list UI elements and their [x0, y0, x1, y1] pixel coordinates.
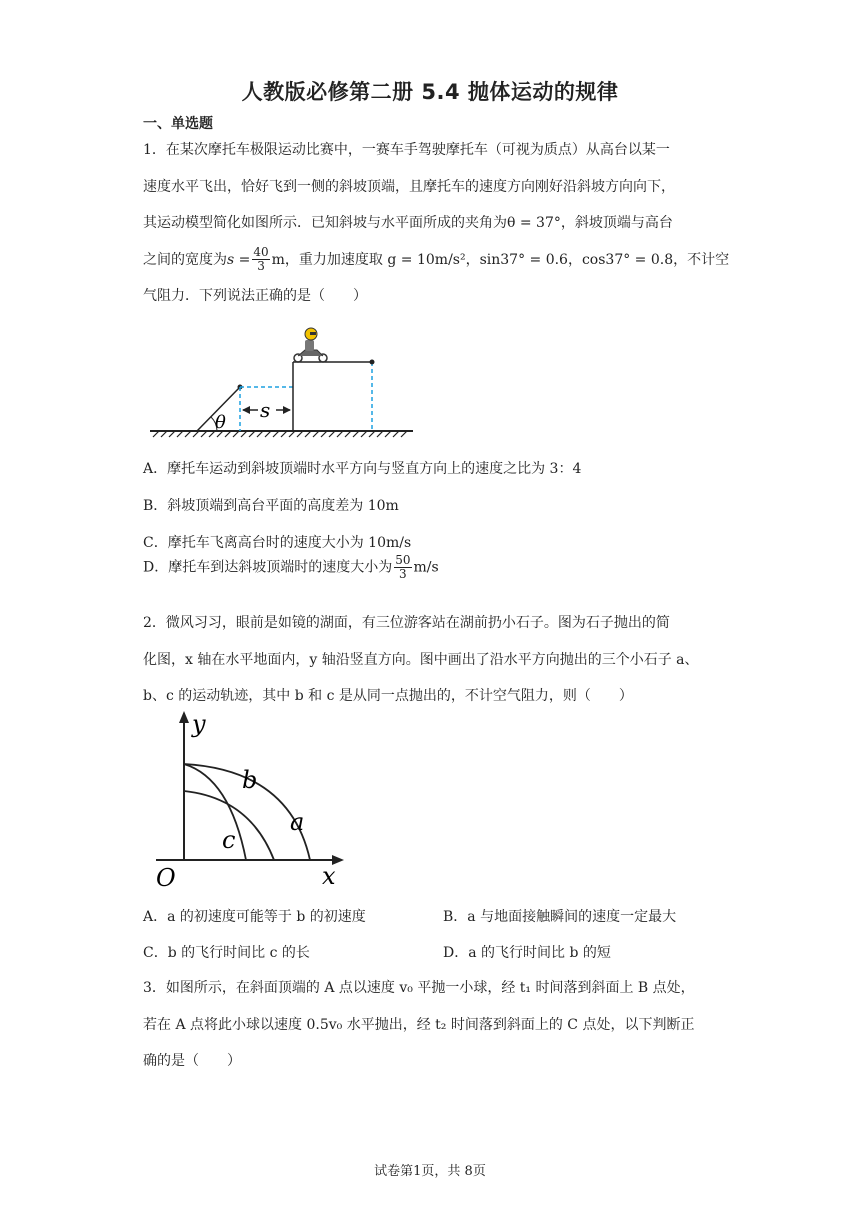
question-2-stem [143, 605, 718, 715]
q1-s-denominator: 3 [257, 259, 265, 273]
q1-line-4 [143, 242, 730, 279]
label-a: a [290, 808, 305, 836]
y-axis-arrow [179, 711, 189, 723]
q1-line-1: 1．在某次摩托车极限运动比赛中，一赛车手驾驶摩托车（可视为质点）从高台以某一 [143, 142, 670, 158]
theta-label: θ [215, 412, 226, 433]
s-arrow-right-head [283, 406, 291, 414]
q3-line-2: 若在 A 点将此小球以速度 0.5v₀ 水平抛出，经 t₂ 时间落到斜面上的 C 点处，以下判断正 [143, 1016, 695, 1033]
question-3-stem [143, 970, 718, 1080]
q1-option-d-post: m/s [413, 559, 439, 576]
q1-line-3: 其运动模型简化如图所示．已知斜坡与水平面所成的夹角为θ = 37°，斜坡顶端与高台 [143, 215, 673, 231]
q2-line-2: 化图，x 轴在水平地面内，y 轴沿竖直方向。图中画出了沿水平方向抛出的三个小石子 a、 [143, 651, 699, 668]
platform-end-point [370, 360, 375, 365]
motorcycle-rider-icon [294, 328, 327, 362]
q2-figure [150, 708, 350, 893]
origin-label: O [156, 864, 176, 892]
q2-line-1: 2．微风习习，眼前是如镜的湖面，有三位游客站在湖前扔小石子。图为石子抛出的简 [143, 615, 670, 631]
q1-option-d-numerator: 50 [395, 553, 411, 567]
q3-line-3: 确的是（ ） [143, 1053, 241, 1069]
trajectory-c [184, 764, 246, 860]
q1-option-a[interactable]: A．摩托车运动到斜坡顶端时水平方向与竖直方向上的速度之比为 3：4 [143, 461, 582, 477]
q1-line-5: 气阻力．下列说法正确的是（ ） [143, 288, 367, 304]
page-title: 人教版必修第二册 5.4 抛体运动的规律 [241, 80, 619, 104]
label-b: b [242, 766, 258, 794]
section-heading: 一、单选题 [143, 116, 213, 132]
q1-line-4-post: m，重力加速度取 g = 10m/s²，sin37° = 0.6，cos37° = 0.8，不计空 [271, 251, 730, 268]
q2-line-3: b、c 的运动轨迹，其中 b 和 c 是从同一点抛出的，不计空气阻力，则（ ） [143, 688, 633, 704]
q1-line-2: 速度水平飞出，恰好飞到一侧的斜坡顶端，且摩托车的速度方向刚好沿斜坡方向向下， [143, 178, 675, 195]
q2-option-a[interactable]: A．a 的初速度可能等于 b 的初速度 [143, 909, 366, 925]
s-label: s [260, 398, 271, 422]
q1-s-symbol: s = [227, 251, 251, 268]
question-1-stem [143, 132, 730, 315]
s-arrow-left-head [242, 406, 250, 414]
q1-line-4-pre: 之间的宽度为 [143, 251, 227, 268]
q2-option-d[interactable]: D．a 的飞行时间比 b 的短 [443, 945, 611, 961]
q1-option-d[interactable] [143, 554, 439, 581]
q1-s-numerator: 40 [253, 245, 269, 259]
q2-option-b[interactable]: B．a 与地面接触瞬间的速度一定最大 [443, 909, 677, 925]
q3-line-1: 3．如图所示，在斜面顶端的 A 点以速度 v₀ 平抛一小球，经 t₁ 时间落到斜面上 B 点处， [143, 980, 695, 996]
page-footer: 试卷第1页，共 8页 [374, 1164, 486, 1179]
q1-option-b[interactable]: B．斜坡顶端到高台平面的高度差为 10m [143, 498, 399, 514]
q1-s-fraction [252, 246, 269, 273]
q2-option-c[interactable]: C．b 的飞行时间比 c 的长 [143, 945, 310, 961]
q1-option-d-fraction [394, 554, 411, 581]
q1-figure [145, 322, 420, 442]
q1-option-c[interactable]: C．摩托车飞离高台时的速度大小为 10m/s [143, 535, 412, 551]
label-c: c [222, 826, 236, 854]
y-axis-label: y [192, 710, 206, 738]
q1-option-d-denominator: 3 [399, 567, 407, 581]
q1-option-d-pre: D．摩托车到达斜坡顶端时的速度大小为 [143, 559, 393, 576]
x-axis-label: x [322, 862, 336, 890]
